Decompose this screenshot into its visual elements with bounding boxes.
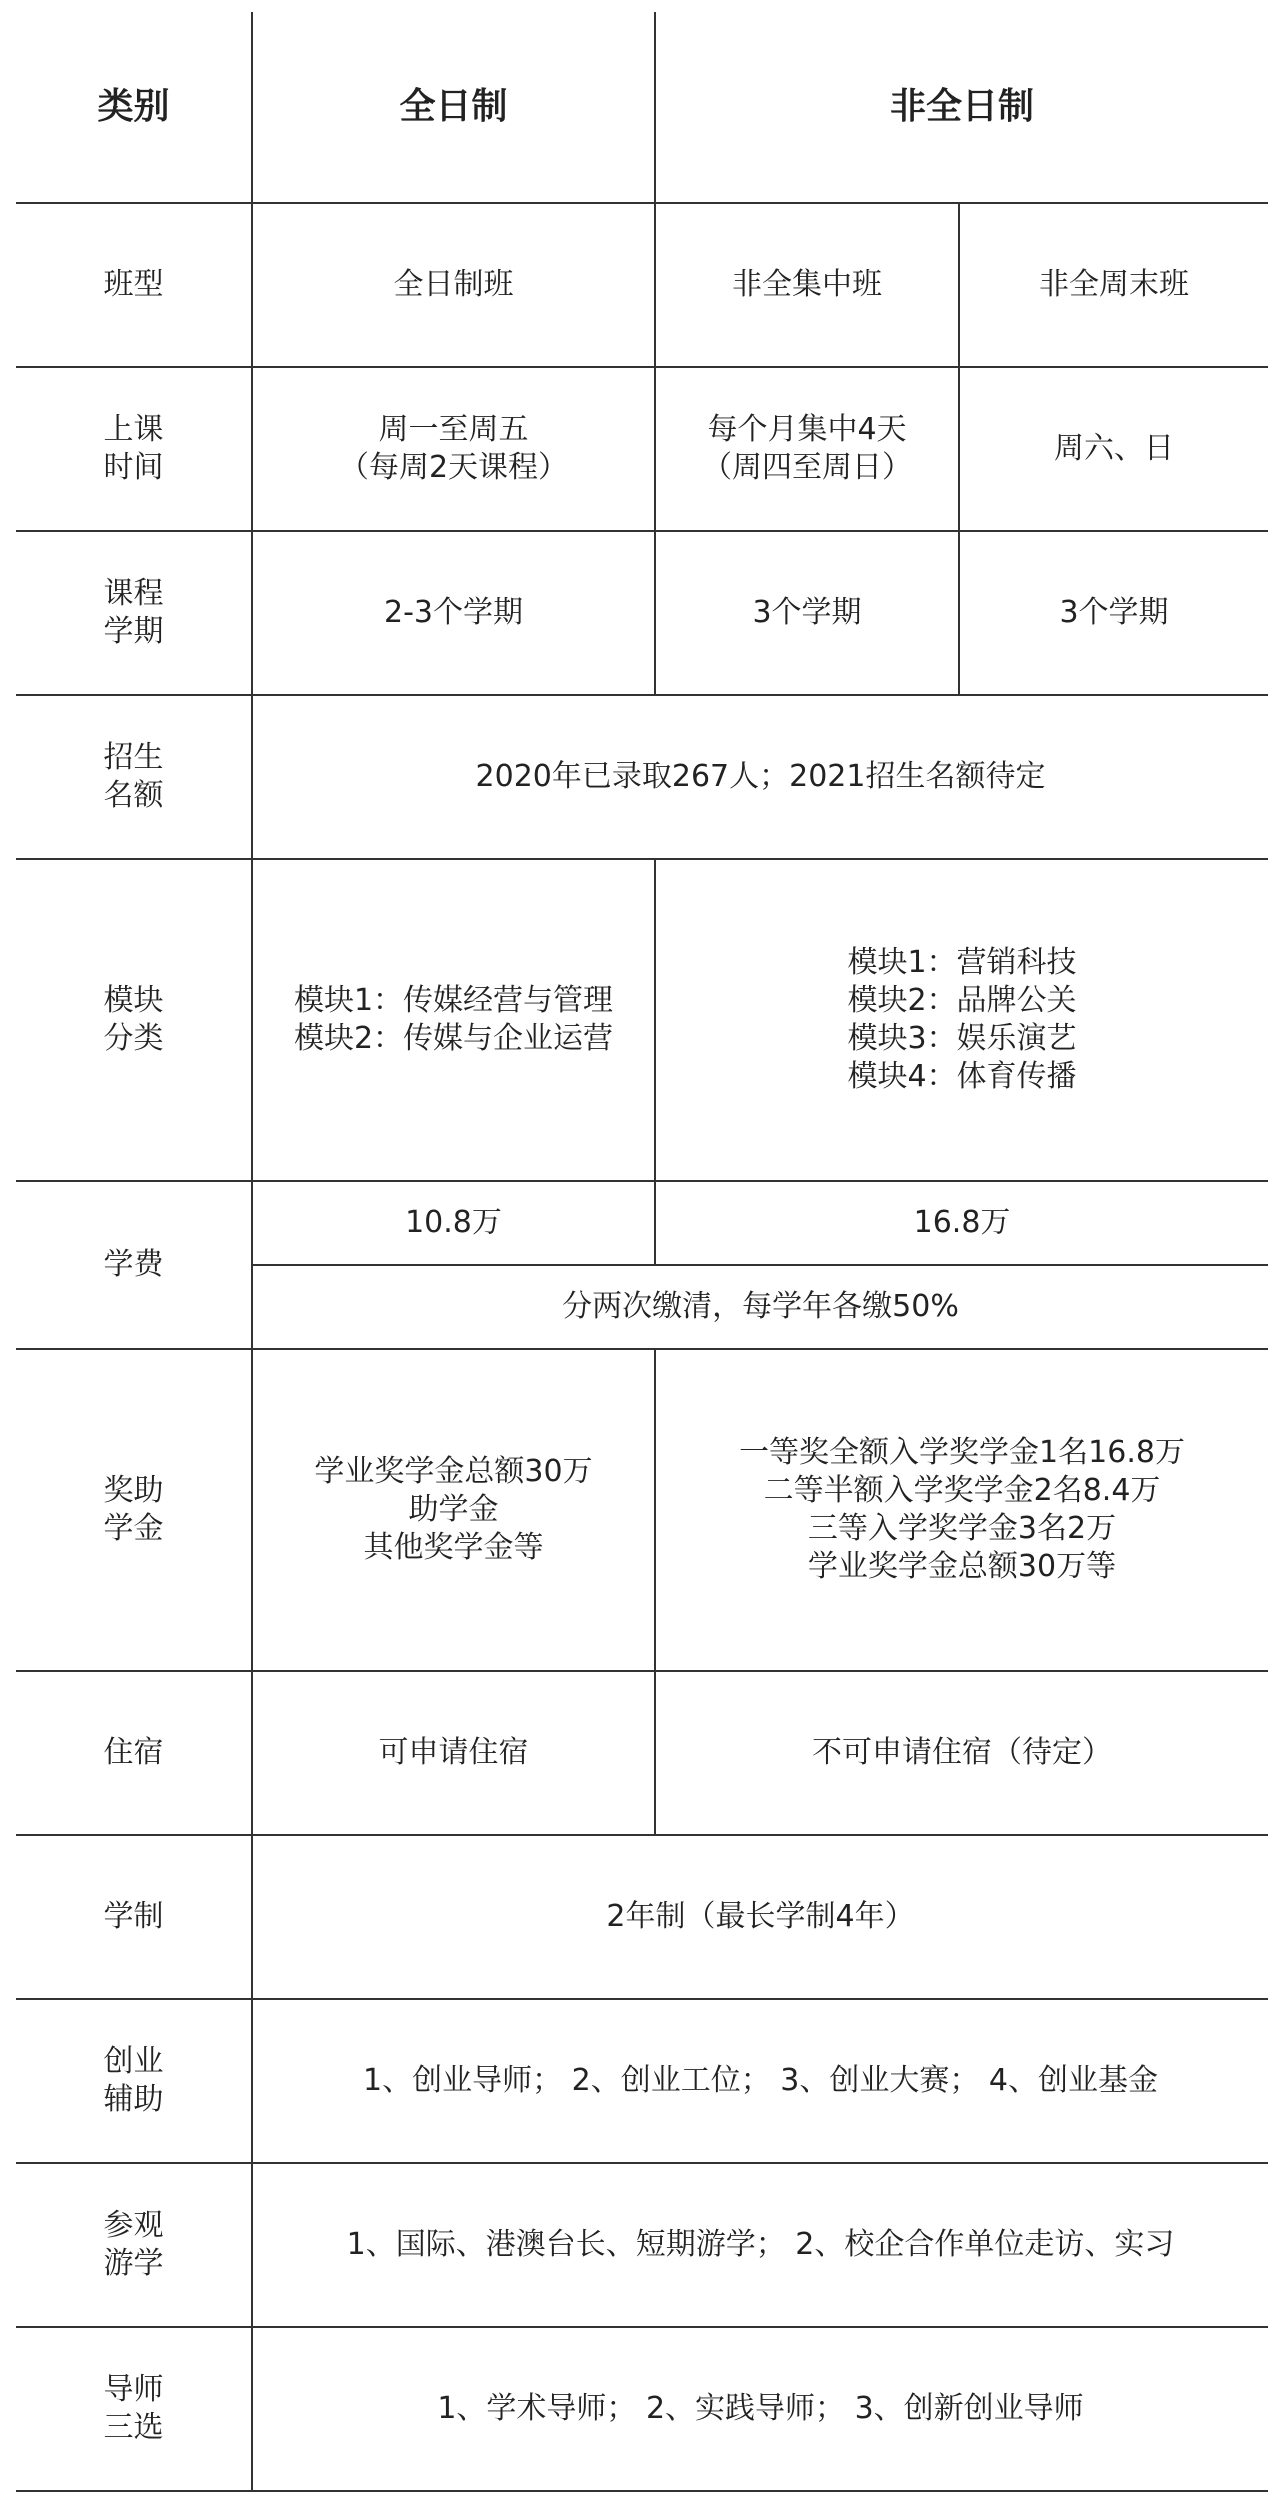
semesters-parttime-weekend: 3个学期 [959,531,1268,695]
row-modules [16,859,1268,1181]
study-tour-value: 1、国际、港澳台长、短期游学； 2、校企合作单位走访、实习 [252,2163,1268,2327]
label-schedule: 上课 时间 [16,367,252,531]
duration-value: 2年制（最长学制4年） [252,1835,1268,1999]
row-class-type [16,203,1268,367]
label-semesters: 课程 学期 [16,531,252,695]
label-duration: 学制 [16,1835,252,1999]
startup-value: 1、创业导师； 2、创业工位； 3、创业大赛； 4、创业基金 [252,1999,1268,2163]
row-enrollment [16,695,1268,859]
housing-parttime: 不可申请住宿（待定） [655,1671,1268,1835]
modules-parttime: 模块1：营销科技 模块2：品牌公关 模块3：娱乐演艺 模块4：体育传播 [655,859,1268,1181]
header-fulltime: 全日制 [252,12,655,203]
schedule-parttime-intensive: 每个月集中4天 （周四至周日） [655,367,959,531]
class-type-fulltime: 全日制班 [252,203,655,367]
program-comparison-table [16,12,1268,2492]
tuition-payment: 分两次缴清，每学年各缴50% [252,1265,1268,1349]
modules-fulltime: 模块1：传媒经营与管理 模块2：传媒与企业运营 [252,859,655,1181]
label-class-type: 班型 [16,203,252,367]
class-type-parttime-intensive: 非全集中班 [655,203,959,367]
label-enrollment: 招生 名额 [16,695,252,859]
row-study-tour [16,2163,1268,2327]
label-modules: 模块 分类 [16,859,252,1181]
label-startup: 创业 辅助 [16,1999,252,2163]
row-scholarship [16,1349,1268,1671]
mentors-value: 1、学术导师； 2、实践导师； 3、创新创业导师 [252,2327,1268,2491]
label-housing: 住宿 [16,1671,252,1835]
enrollment-value: 2020年已录取267人；2021招生名额待定 [252,695,1268,859]
schedule-fulltime: 周一至周五 （每周2天课程） [252,367,655,531]
class-type-parttime-weekend: 非全周末班 [959,203,1268,367]
row-duration [16,1835,1268,1999]
header-parttime: 非全日制 [655,12,1268,203]
schedule-parttime-weekend: 周六、日 [959,367,1268,531]
label-mentors: 导师 三选 [16,2327,252,2491]
tuition-parttime: 16.8万 [655,1181,1268,1265]
label-scholarship: 奖助 学金 [16,1349,252,1671]
row-schedule [16,367,1268,531]
semesters-parttime-intensive: 3个学期 [655,531,959,695]
header-category: 类别 [16,12,252,203]
row-mentors [16,2327,1268,2491]
header-row [16,12,1268,203]
tuition-fulltime: 10.8万 [252,1181,655,1265]
scholarship-parttime: 一等奖全额入学奖学金1名16.8万 二等半额入学奖学金2名8.4万 三等入学奖学金3名2万 学业奖学金总额30万等 [655,1349,1268,1671]
row-semesters [16,531,1268,695]
row-startup [16,1999,1268,2163]
scholarship-fulltime: 学业奖学金总额30万 助学金 其他奖学金等 [252,1349,655,1671]
label-study-tour: 参观 游学 [16,2163,252,2327]
housing-fulltime: 可申请住宿 [252,1671,655,1835]
row-housing [16,1671,1268,1835]
semesters-fulltime: 2-3个学期 [252,531,655,695]
label-tuition: 学费 [16,1181,252,1349]
row-tuition-amount [16,1181,1268,1265]
